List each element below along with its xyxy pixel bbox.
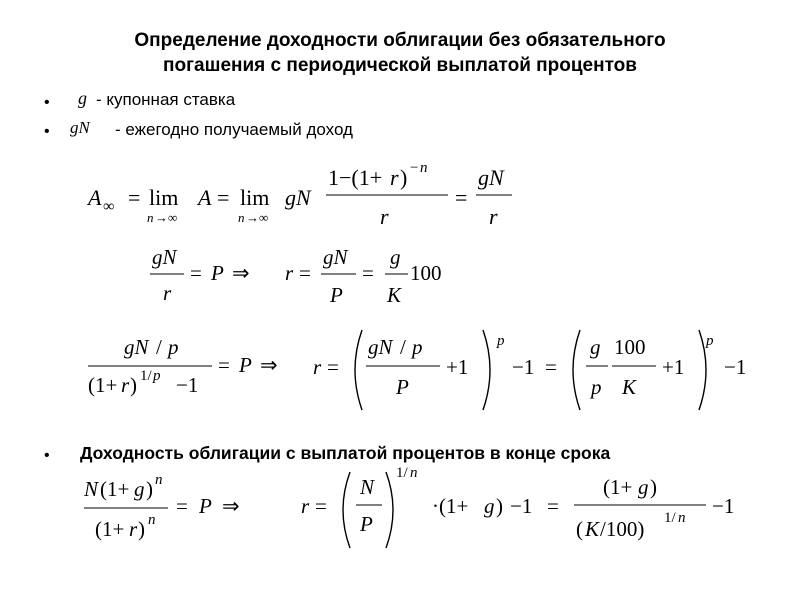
bullet-2-text: - ежегодно получаемый доход bbox=[115, 120, 353, 139]
svg-text:P: P bbox=[239, 353, 252, 377]
svg-text:lim: lim bbox=[240, 185, 270, 210]
svg-text:gN: gN bbox=[323, 245, 348, 269]
svg-text:p: p bbox=[706, 333, 714, 349]
svg-text:g: g bbox=[590, 335, 601, 359]
svg-text:/: / bbox=[400, 335, 406, 359]
svg-text:=: = bbox=[218, 353, 230, 377]
svg-text:lim: lim bbox=[149, 185, 179, 210]
svg-text:r: r bbox=[285, 261, 294, 285]
svg-text:100: 100 bbox=[410, 261, 442, 285]
svg-text:): ) bbox=[138, 517, 145, 541]
svg-text:p: p bbox=[153, 368, 161, 384]
svg-text:N: N bbox=[360, 475, 375, 499]
bullet-1-symbol: g bbox=[78, 88, 87, 108]
svg-text:·(1+: ·(1+ bbox=[432, 494, 469, 518]
svg-text:1/: 1/ bbox=[664, 510, 676, 526]
svg-text:(1+: (1+ bbox=[100, 477, 130, 501]
svg-text:=: = bbox=[128, 185, 141, 210]
svg-text:n: n bbox=[147, 210, 154, 225]
bullet-2-symbol: gN bbox=[70, 118, 90, 137]
svg-text:p: p bbox=[497, 333, 505, 349]
svg-text:P: P bbox=[396, 375, 409, 399]
svg-text:⇒: ⇒ bbox=[232, 261, 250, 285]
svg-text:r: r bbox=[313, 355, 322, 379]
bullet-dot-1: • bbox=[44, 94, 50, 111]
svg-text:): ) bbox=[650, 475, 657, 499]
svg-text:n: n bbox=[410, 465, 418, 481]
svg-text:n: n bbox=[420, 160, 428, 176]
svg-text:P: P bbox=[360, 512, 373, 536]
svg-text:g: g bbox=[390, 245, 401, 269]
svg-text:K: K bbox=[622, 375, 637, 399]
svg-text:): ) bbox=[146, 477, 153, 501]
bullet-dot-3: • bbox=[44, 447, 50, 464]
svg-text:gN: gN bbox=[285, 185, 311, 210]
svg-text:n: n bbox=[155, 472, 163, 488]
svg-text:→∞: →∞ bbox=[246, 210, 269, 225]
svg-text:=: = bbox=[190, 261, 202, 285]
svg-text:g: g bbox=[484, 494, 495, 518]
svg-text:p: p bbox=[168, 335, 179, 359]
svg-text:(1+: (1+ bbox=[603, 475, 633, 499]
svg-text:K: K bbox=[387, 283, 402, 307]
svg-text:=: = bbox=[327, 355, 339, 379]
svg-text:=: = bbox=[545, 355, 557, 379]
svg-text:1/: 1/ bbox=[140, 368, 152, 384]
svg-text:p: p bbox=[412, 335, 423, 359]
svg-text:r: r bbox=[129, 517, 138, 541]
svg-text:=: = bbox=[299, 261, 311, 285]
svg-text:(1+: (1+ bbox=[88, 373, 118, 397]
svg-text:r: r bbox=[390, 165, 399, 190]
svg-text:1/: 1/ bbox=[396, 465, 408, 481]
slide-title-line-2: погашения с периодической выплатой процентов bbox=[163, 55, 637, 76]
bullet-dot-2: • bbox=[44, 123, 50, 140]
bullet-1-text: - купонная ставка bbox=[96, 90, 236, 109]
svg-text:): ) bbox=[400, 165, 408, 190]
svg-text:⇒: ⇒ bbox=[260, 353, 278, 377]
svg-text:+1: +1 bbox=[446, 355, 469, 379]
svg-text:−1: −1 bbox=[512, 355, 535, 379]
svg-text:=: = bbox=[217, 185, 230, 210]
slide-title-line-1: Определение доходности облигации без обязательного bbox=[134, 30, 666, 51]
svg-text:A: A bbox=[88, 185, 102, 210]
svg-text:∞: ∞ bbox=[103, 198, 115, 215]
svg-text:r: r bbox=[301, 494, 310, 518]
svg-text:→∞: →∞ bbox=[155, 210, 178, 225]
svg-text:=: = bbox=[362, 261, 374, 285]
svg-text:r: r bbox=[380, 204, 389, 229]
slide-title bbox=[0, 28, 800, 78]
svg-text:g: g bbox=[134, 477, 145, 501]
svg-text:+1: +1 bbox=[662, 355, 685, 379]
svg-text:(: ( bbox=[576, 517, 583, 541]
svg-text:): ) bbox=[130, 373, 137, 397]
svg-text:n: n bbox=[678, 510, 686, 526]
svg-text:gN: gN bbox=[368, 335, 393, 359]
svg-text:−1: −1 bbox=[724, 355, 747, 379]
svg-text:g: g bbox=[638, 475, 649, 499]
svg-text:1−(1+: 1−(1+ bbox=[328, 165, 383, 190]
svg-text:N: N bbox=[84, 477, 99, 501]
svg-text:=: = bbox=[547, 494, 559, 518]
svg-text:): ) bbox=[496, 494, 503, 518]
svg-text:A: A bbox=[198, 185, 212, 210]
svg-text:gN: gN bbox=[124, 335, 149, 359]
svg-text:/: / bbox=[156, 335, 162, 359]
svg-text:100: 100 bbox=[614, 335, 646, 359]
svg-text:gN: gN bbox=[152, 245, 177, 269]
svg-text:/100): /100) bbox=[600, 517, 645, 541]
svg-text:⇒: ⇒ bbox=[222, 494, 240, 518]
svg-text:P: P bbox=[211, 261, 224, 285]
svg-text:(1+: (1+ bbox=[95, 517, 125, 541]
svg-text:−1: −1 bbox=[510, 494, 533, 518]
svg-text:n: n bbox=[148, 512, 156, 528]
svg-text:=: = bbox=[455, 185, 468, 210]
svg-text:n: n bbox=[238, 210, 245, 225]
svg-text:−: − bbox=[410, 160, 419, 176]
svg-text:r: r bbox=[163, 281, 172, 305]
svg-text:K: K bbox=[585, 517, 600, 541]
svg-text:=: = bbox=[176, 494, 188, 518]
svg-text:−1: −1 bbox=[712, 494, 735, 518]
svg-text:−1: −1 bbox=[176, 373, 199, 397]
svg-text:r: r bbox=[489, 204, 498, 229]
svg-text:P: P bbox=[199, 494, 212, 518]
svg-text:r: r bbox=[121, 373, 130, 397]
bullet-3-text: Доходность облигации с выплатой процентов в конце срока bbox=[80, 443, 611, 463]
svg-text:gN: gN bbox=[478, 165, 504, 190]
svg-text:P: P bbox=[330, 283, 343, 307]
svg-text:p: p bbox=[591, 375, 602, 399]
svg-text:=: = bbox=[315, 494, 327, 518]
